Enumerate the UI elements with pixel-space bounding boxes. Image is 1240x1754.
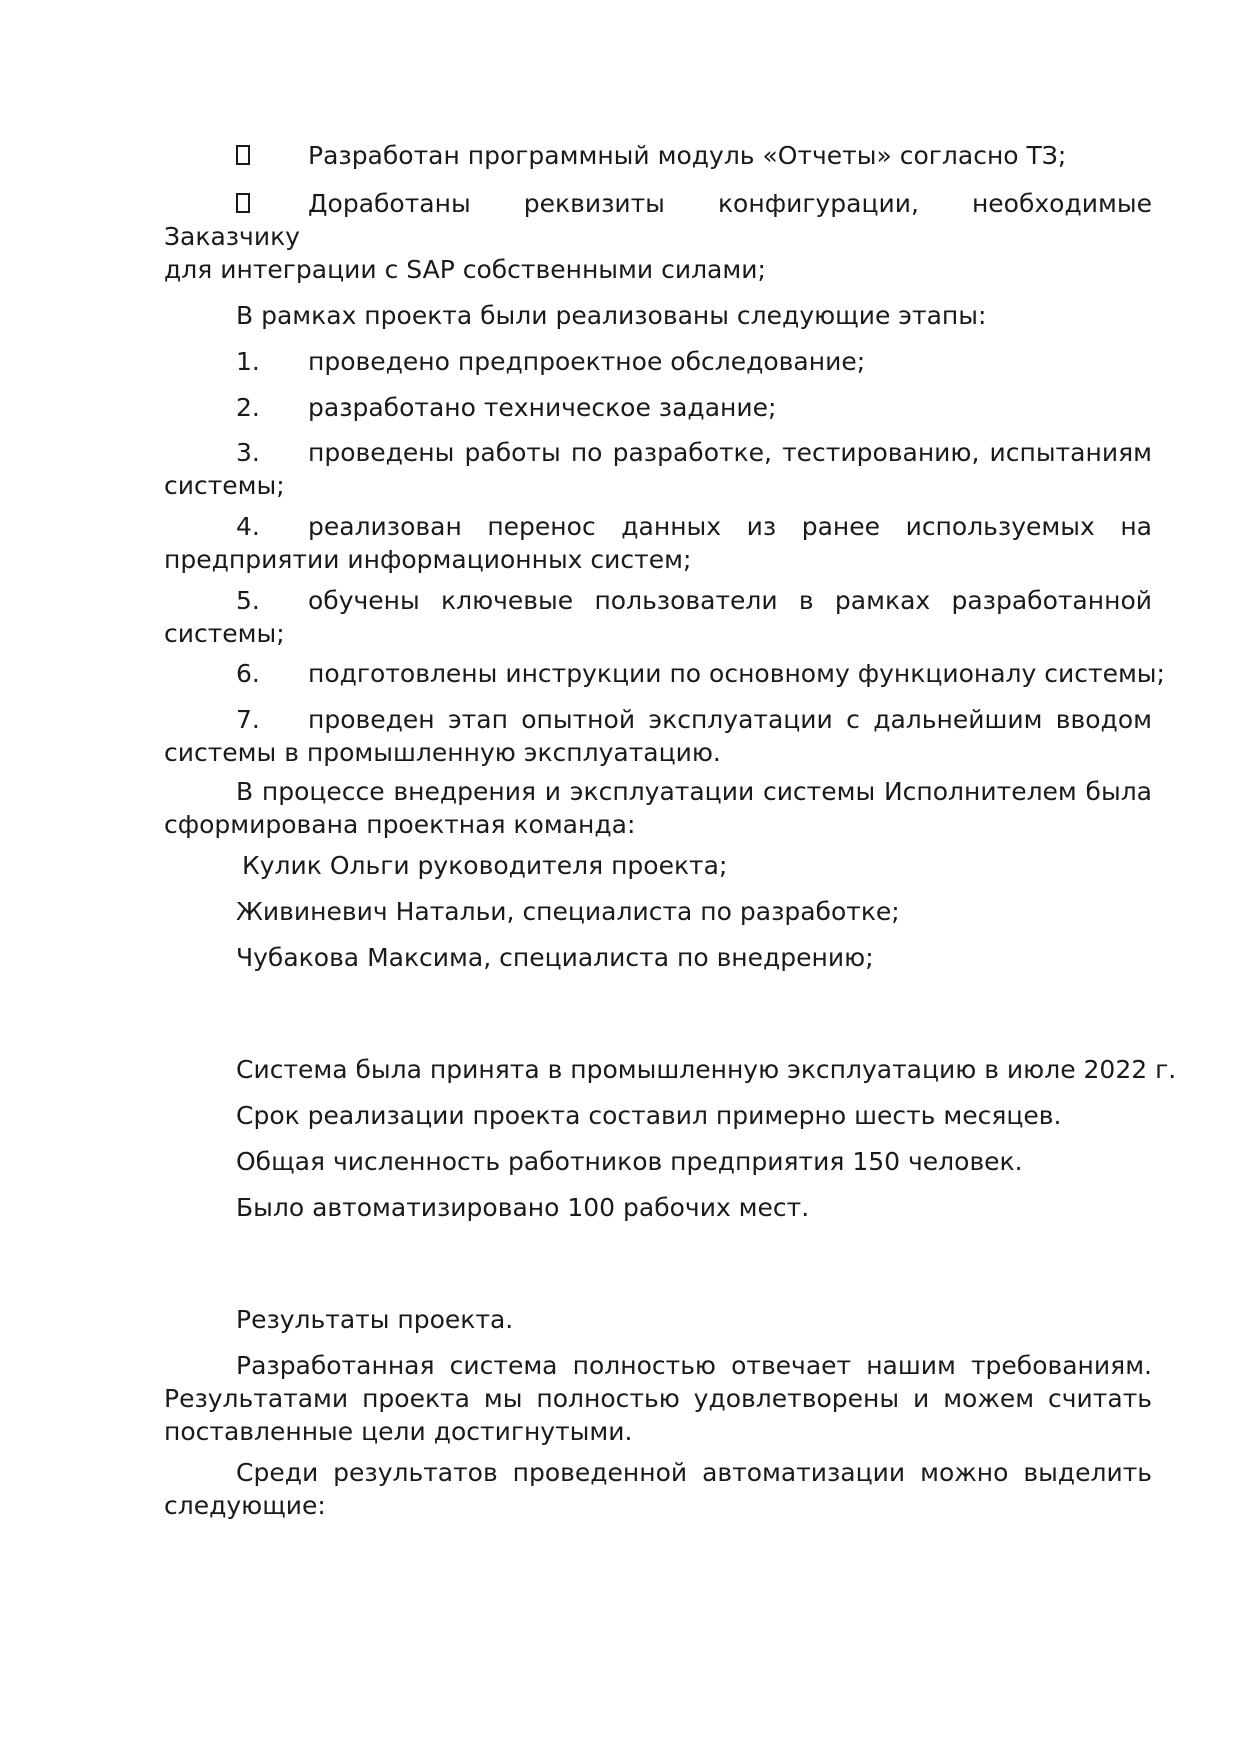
fact-line: Срок реализации проекта составил примерно шесть месяцев.: [236, 1101, 1062, 1130]
stage-text-continued: системы;: [164, 619, 285, 648]
results-paragraph: Разработанная система полностью отвечает нашим требованиям. Результатами проекта мы полностью удовлетворены и можем считать поставленные цели достигнутыми.: [164, 1351, 1152, 1446]
stage-number: 5.: [236, 586, 260, 615]
fact-line: Система была принята в промышленную эксплуатацию в июле 2022 г.: [236, 1055, 1177, 1084]
team-intro-paragraph: В процессе внедрения и эксплуатации системы Исполнителем была сформирована проектная команда:: [164, 777, 1152, 839]
stage-item: [164, 345, 1152, 378]
stage-number: 4.: [236, 512, 260, 541]
stage-text: подготовлены инструкции по основному функционалу системы;: [308, 659, 1165, 688]
stage-text-continued: предприятии информационных систем;: [164, 545, 692, 574]
team-member: Живиневич Натальи, специалиста по разработке;: [236, 897, 900, 926]
stage-number: 1.: [236, 347, 260, 376]
stage-number: 3.: [236, 438, 260, 467]
stage-text: разработано техническое задание;: [308, 393, 777, 422]
stage-item: [164, 391, 1152, 424]
stage-text: проведен этап опытной эксплуатации с дальнейшим вводом: [308, 705, 1152, 734]
stages-intro-paragraph: В рамках проекта были реализованы следующие этапы:: [236, 301, 987, 330]
stage-text: реализован перенос данных из ранее используемых на: [308, 512, 1152, 541]
team-member: Чубакова Максима, специалиста по внедрению;: [236, 943, 874, 972]
stage-item: [164, 657, 1165, 690]
stage-number: 2.: [236, 393, 260, 422]
bullet-text: Разработан программный модуль «Отчеты» согласно ТЗ;: [308, 141, 1067, 170]
results-list-intro: Среди результатов проведенной автоматизации можно выделить следующие:: [164, 1458, 1152, 1520]
bullet-text: Доработаны реквизиты конфигурации, необходимые Заказчику: [164, 189, 1152, 251]
stage-text: проведено предпроектное обследование;: [308, 347, 866, 376]
fact-line: Общая численность работников предприятия 150 человек.: [236, 1147, 1023, 1176]
team-member: Кулик Ольги руководителя проекта;: [242, 851, 728, 880]
results-heading: Результаты проекта.: [236, 1305, 514, 1334]
stage-item: [164, 703, 1152, 769]
stage-item: [164, 510, 1152, 576]
bullet-box-icon: [236, 187, 308, 220]
bullet-box-icon: [236, 139, 308, 172]
bullet-item: [164, 139, 1152, 172]
stage-item: [164, 584, 1152, 650]
stage-text-continued: системы;: [164, 471, 285, 500]
stage-number: 6.: [236, 659, 260, 688]
fact-line: Было автоматизировано 100 рабочих мест.: [236, 1193, 810, 1222]
stage-text: проведены работы по разработке, тестированию, испытаниям: [308, 438, 1152, 467]
bullet-text-continued: для интеграции с SAP собственными силами;: [164, 255, 766, 284]
stage-text-continued: системы в промышленную эксплуатацию.: [164, 738, 721, 767]
stage-number: 7.: [236, 705, 260, 734]
bullet-item: [164, 187, 1152, 286]
stage-text: обучены ключевые пользователи в рамках разработанной: [308, 586, 1152, 615]
stage-item: [164, 436, 1152, 502]
